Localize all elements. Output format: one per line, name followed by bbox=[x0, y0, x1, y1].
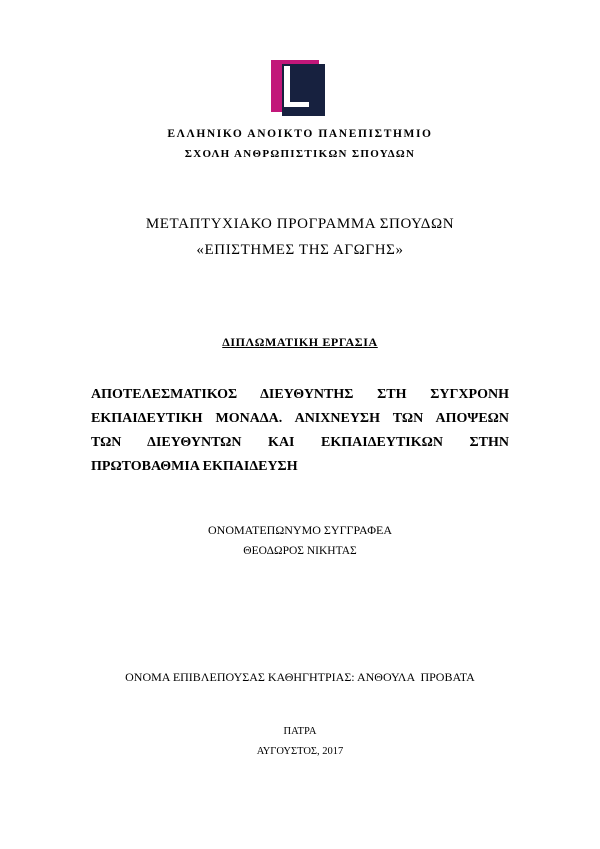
thesis-title-line: ΠΡΩΤΟΒΑΘΜΙΑ ΕΚΠΑΙΔΕΥΣΗ bbox=[91, 459, 298, 474]
date: ΑΥΓΟΥΣΤΟΣ, 2017 bbox=[256, 746, 344, 757]
thesis-title bbox=[91, 383, 509, 479]
thesis-title-line: ΑΠΟΤΕΛΕΣΜΑΤΙΚΟΣ ΔΙΕΥΘΥΝΤΗΣ ΣΤΗ ΣΥΓΧΡΟΝΗ bbox=[91, 387, 509, 402]
program-name: ΜΕΤΑΠΤΥΧΙΑΚΟ ΠΡΟΓΡΑΜΜΑ ΣΠΟΥΔΩΝ bbox=[145, 216, 455, 232]
program-subtitle: «ΕΠΙΣΤΗΜΕΣ ΤΗΣ ΑΓΩΓΗΣ» bbox=[196, 242, 404, 258]
document-type-heading: ΔΙΠΛΩΜΑΤΙΚΗ ΕΡΓΑΣΙΑ bbox=[222, 335, 378, 349]
university-logo-icon bbox=[271, 60, 325, 116]
supervisor-line: ΟΝΟΜΑ ΕΠΙΒΛΕΠΟΥΣΑΣ ΚΑΘΗΓΗΤΡΙΑΣ: ΑΝΘΟΥΛΑ ΠΡΟΒΑΤΑ bbox=[125, 670, 475, 684]
school-name: ΣΧΟΛΗ ΑΝΘΡΩΠΙΣΤΙΚΩΝ ΣΠΟΥΔΩΝ bbox=[184, 148, 416, 160]
author-label: ΟΝΟΜΑΤΕΠΩΝΥΜΟ ΣΥΓΓΡΑΦΕΑ bbox=[208, 523, 392, 537]
thesis-title-line: ΕΚΠΑΙΔΕΥΤΙΚΗ ΜΟΝΑΔΑ. ΑΝΙΧΝΕΥΣΗ ΤΩΝ ΑΠΟΨΕΩΝ bbox=[91, 411, 509, 426]
author-name: ΘΕΟΔΩΡΟΣ ΝΙΚΗΤΑΣ bbox=[243, 545, 357, 557]
city: ΠΑΤΡΑ bbox=[283, 726, 317, 737]
university-name: ΕΛΛΗΝΙΚΟ ΑΝΟΙΚΤΟ ΠΑΝΕΠΙΣΤΗΜΙΟ bbox=[167, 128, 433, 140]
thesis-title-line: ΤΩΝ ΔΙΕΥΘΥΝΤΩΝ ΚΑΙ ΕΚΠΑΙΔΕΥΤΙΚΩΝ ΣΤΗΝ bbox=[91, 435, 509, 450]
